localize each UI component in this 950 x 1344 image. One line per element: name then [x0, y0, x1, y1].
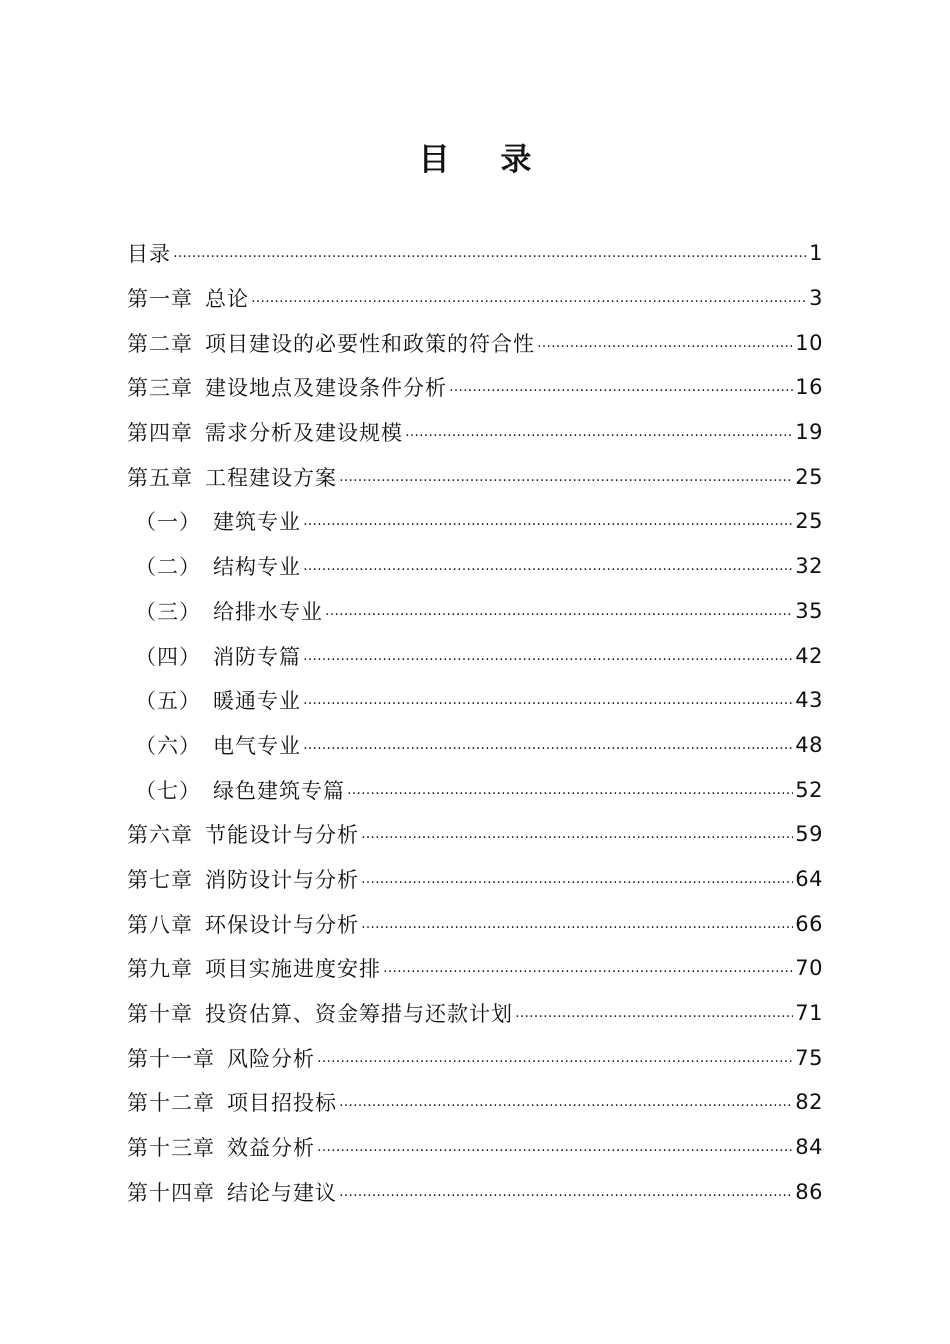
toc-entry[interactable]	[127, 857, 823, 902]
toc-entry[interactable]	[127, 589, 823, 634]
toc-entry-title: 效益分析	[227, 1136, 315, 1161]
toc-entry-title: 投资估算、资金筹措与还款计划	[205, 1002, 513, 1027]
toc-leader-dots	[537, 335, 793, 351]
toc-entry[interactable]	[127, 1080, 823, 1125]
toc-entry-page-number: 25	[795, 464, 823, 489]
toc-entry-page-number: 52	[795, 777, 823, 802]
toc-entry-chapter: 第六章	[127, 823, 193, 848]
toc-entry-page-number: 84	[795, 1135, 823, 1160]
table-of-contents	[127, 231, 823, 1214]
toc-entry[interactable]	[127, 1125, 823, 1170]
toc-entry-chapter: 第二章	[127, 331, 193, 356]
toc-entry-title: 建设地点及建设条件分析	[205, 376, 447, 401]
toc-entry-title: 电气专业	[213, 733, 301, 758]
toc-entry-title: 绿色建筑专篇	[213, 778, 345, 803]
toc-entry-chapter: 第八章	[127, 912, 193, 937]
toc-entry-chapter: 第三章	[127, 376, 193, 401]
toc-leader-dots	[515, 1005, 793, 1021]
toc-entry-title: 消防设计与分析	[205, 867, 359, 892]
toc-entry-page-number: 16	[795, 375, 823, 400]
toc-entry-title: 风险分析	[227, 1046, 315, 1071]
toc-leader-dots	[361, 871, 793, 887]
toc-entry-chapter: 第七章	[127, 867, 193, 892]
toc-entry-chapter: （一）	[135, 510, 201, 535]
toc-entry-page-number: 86	[795, 1179, 823, 1204]
toc-entry-chapter: 第九章	[127, 957, 193, 982]
toc-entry-page-number: 42	[795, 643, 823, 668]
toc-entry-title: 目录	[127, 242, 171, 267]
toc-leader-dots	[303, 513, 793, 529]
toc-entry-chapter: 第五章	[127, 465, 193, 490]
toc-entry-chapter: （五）	[135, 689, 201, 714]
toc-entry-page-number: 19	[795, 420, 823, 445]
toc-leader-dots	[449, 379, 793, 395]
toc-entry-title: 节能设计与分析	[205, 823, 359, 848]
toc-entry-title: 工程建设方案	[205, 465, 337, 490]
toc-entry-title: 环保设计与分析	[205, 912, 359, 937]
toc-entry-page-number: 35	[795, 598, 823, 623]
toc-leader-dots	[361, 916, 793, 932]
toc-entry-page-number: 64	[795, 866, 823, 891]
toc-entry-page-number: 3	[809, 286, 823, 311]
toc-entry[interactable]	[127, 276, 823, 321]
toc-entry-chapter: 第十三章	[127, 1136, 215, 1161]
toc-entry[interactable]	[127, 454, 823, 499]
toc-entry-title: 暖通专业	[213, 689, 301, 714]
toc-entry-chapter: 第十章	[127, 1002, 193, 1027]
toc-entry[interactable]	[127, 678, 823, 723]
toc-leader-dots	[303, 648, 793, 664]
toc-entry-title: 结论与建议	[227, 1180, 337, 1205]
toc-leader-dots	[303, 737, 793, 753]
toc-entry-chapter: 第一章	[127, 287, 193, 312]
toc-entry-title: 总论	[205, 287, 249, 312]
toc-entry-page-number: 1	[809, 241, 823, 266]
toc-entry[interactable]	[127, 320, 823, 365]
toc-entry-page-number: 70	[795, 956, 823, 981]
toc-entry[interactable]	[127, 544, 823, 589]
toc-entry[interactable]	[127, 812, 823, 857]
toc-entry[interactable]	[127, 365, 823, 410]
toc-entry[interactable]	[127, 231, 823, 276]
toc-entry-page-number: 10	[795, 330, 823, 355]
toc-entry-page-number: 43	[795, 688, 823, 713]
toc-entry-title: 项目建设的必要性和政策的符合性	[205, 331, 535, 356]
toc-leader-dots	[339, 469, 793, 485]
toc-leader-dots	[347, 782, 793, 798]
toc-entry-title: 项目招投标	[227, 1091, 337, 1116]
toc-leader-dots	[361, 826, 793, 842]
toc-entry-chapter: 第十四章	[127, 1180, 215, 1205]
toc-entry-chapter: 第四章	[127, 421, 193, 446]
toc-leader-dots	[383, 960, 793, 976]
toc-entry-page-number: 25	[795, 509, 823, 534]
toc-entry[interactable]	[127, 1169, 823, 1214]
toc-entry-title: 结构专业	[213, 555, 301, 580]
toc-entry[interactable]	[127, 901, 823, 946]
toc-leader-dots	[317, 1050, 793, 1066]
toc-leader-dots	[173, 245, 807, 261]
toc-entry-chapter: （二）	[135, 555, 201, 580]
toc-entry-title: 需求分析及建设规模	[205, 421, 403, 446]
toc-leader-dots	[325, 603, 793, 619]
toc-entry[interactable]	[127, 410, 823, 455]
toc-leader-dots	[251, 290, 807, 306]
toc-entry-page-number: 75	[795, 1045, 823, 1070]
toc-entry-page-number: 48	[795, 732, 823, 757]
toc-entry-title: 建筑专业	[213, 510, 301, 535]
toc-entry-page-number: 32	[795, 554, 823, 579]
toc-entry[interactable]	[127, 946, 823, 991]
toc-entry-chapter: （七）	[135, 778, 201, 803]
toc-entry-chapter: 第十二章	[127, 1091, 215, 1116]
toc-entry[interactable]	[127, 991, 823, 1036]
toc-leader-dots	[339, 1094, 793, 1110]
toc-leader-dots	[303, 558, 793, 574]
toc-entry[interactable]	[127, 723, 823, 768]
toc-entry[interactable]	[127, 499, 823, 544]
toc-entry[interactable]	[127, 633, 823, 678]
toc-entry-page-number: 66	[795, 911, 823, 936]
toc-entry-page-number: 82	[795, 1090, 823, 1115]
toc-leader-dots	[303, 692, 793, 708]
toc-leader-dots	[317, 1139, 793, 1155]
toc-leader-dots	[405, 424, 793, 440]
toc-entry-chapter: （四）	[135, 644, 201, 669]
toc-entry[interactable]	[127, 767, 823, 812]
toc-entry[interactable]	[127, 1035, 823, 1080]
toc-entry-title: 给排水专业	[213, 599, 323, 624]
toc-leader-dots	[339, 1184, 793, 1200]
toc-entry-title: 消防专篇	[213, 644, 301, 669]
toc-entry-page-number: 59	[795, 822, 823, 847]
toc-entry-title: 项目实施进度安排	[205, 957, 381, 982]
page-title: 目 录	[418, 142, 552, 178]
toc-entry-chapter: （三）	[135, 599, 201, 624]
toc-entry-page-number: 71	[795, 1001, 823, 1026]
toc-entry-chapter: （六）	[135, 733, 201, 758]
toc-entry-chapter: 第十一章	[127, 1046, 215, 1071]
